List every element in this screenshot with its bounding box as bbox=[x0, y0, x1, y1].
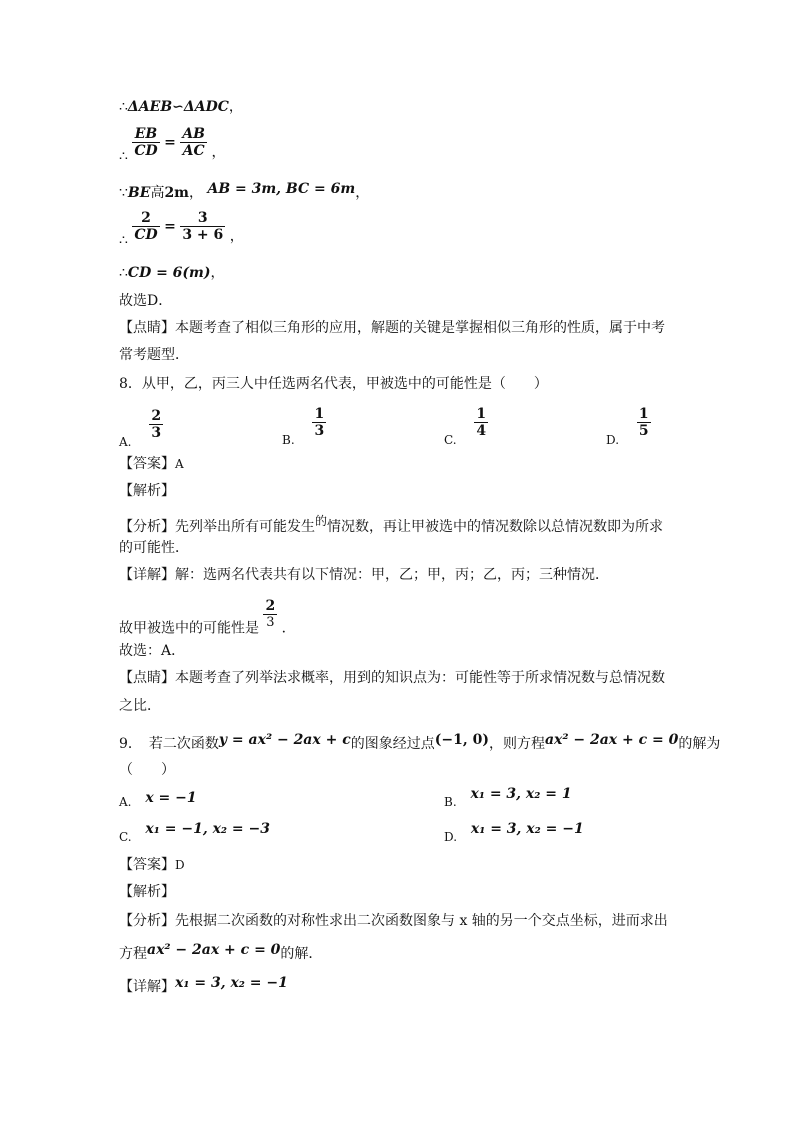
q9-option-d: D. x₁ = 3, x₂ = −1 bbox=[444, 821, 584, 844]
q8-detail: 【详解】解：选两名代表共有以下情况：甲，乙；甲，丙；乙，丙；三种情况． bbox=[119, 567, 609, 583]
q8-analysis-tag: 【解析】 bbox=[119, 483, 175, 499]
step-similar-triangles: ∴ΔAEB∽ΔADC， bbox=[119, 99, 243, 115]
q9-option-a: A. x = −1 bbox=[119, 790, 197, 809]
step-substitution: ∴ $\frac{2}{CD}$ = $\frac{3}{3 + 6}$ ， bbox=[119, 210, 244, 249]
q8-option-c: C. $\frac{1}{4}$ bbox=[444, 406, 487, 447]
q9-fenxi-2: 方程ax² − 2ax + c = 0的解． bbox=[119, 942, 323, 962]
step-result: ∴CD = 6(m)， bbox=[119, 265, 225, 281]
choose-d: 故选D． bbox=[119, 293, 173, 309]
q8-fenxi-2: 的可能性． bbox=[119, 540, 189, 556]
q9-analysis-tag: 【解析】 bbox=[119, 884, 175, 900]
q9-detail: 【详解】x₁ = 3, x₂ = −1 bbox=[119, 975, 288, 995]
q8-comment-1: 【点睛】本题考查了列举法求概率，用到的知识点为：可能性等于所求情况数与总情况数 bbox=[119, 670, 665, 686]
question-8-stem: 8．从甲，乙，丙三人中任选两名代表，甲被选中的可能性是（ ） bbox=[119, 376, 548, 392]
q8-answer: 【答案】A bbox=[119, 456, 184, 472]
q9-answer: 【答案】D bbox=[119, 857, 185, 873]
q8-fenxi: 【分析】先列举出所有可能发生的情况数，再让甲被选中的情况数除以总情况数即为所求 bbox=[119, 514, 664, 535]
math-similar: ΔAEB∽ΔADC bbox=[127, 99, 229, 115]
question-9-paren: （ ） bbox=[119, 762, 175, 778]
q8-option-d: D. $\frac{1}{5}$ bbox=[606, 406, 649, 447]
q8-conclusion: 故甲被选中的可能性是 $\frac{2}{3}$ ． bbox=[119, 598, 296, 637]
question-9-stem: 9． 若二次函数y = ax² − 2ax + c的图象经过点(−1, 0)，则方程ax² − 2ax + c = 0的解为 bbox=[119, 732, 721, 752]
fraction-eb-cd: $\frac{EB}{CD}$ bbox=[134, 126, 158, 159]
fraction-ab-ac: $\frac{AB}{AC}$ bbox=[182, 126, 206, 159]
q8-option-a: A. $\frac{2}{3}$ bbox=[119, 408, 162, 449]
step-given: ∵BE高2m， AB = 3m, BC = 6m， bbox=[119, 181, 370, 201]
q8-comment-2: 之比． bbox=[119, 698, 161, 714]
step-ratio: ∴ $\frac{EB}{CD}$ = $\frac{AB}{AC}$ ， bbox=[119, 126, 226, 165]
comment-line-2: 常考题型． bbox=[119, 347, 189, 363]
q8-choose: 故选：A． bbox=[119, 643, 186, 659]
comment-line-1: 【点睛】本题考查了相似三角形的应用，解题的关键是掌握相似三角形的性质，属于中考 bbox=[119, 320, 665, 336]
q9-option-b: B. x₁ = 3, x₂ = 1 bbox=[444, 786, 572, 809]
q8-option-b: B. $\frac{1}{3}$ bbox=[282, 406, 325, 447]
fraction-2-cd: $\frac{2}{CD}$ bbox=[134, 210, 158, 243]
fraction-3-9: $\frac{3}{3 + 6}$ bbox=[182, 210, 224, 243]
q9-fenxi-1: 【分析】先根据二次函数的对称性求出二次函数图象与 x 轴的另一个交点坐标，进而求出 bbox=[119, 913, 668, 929]
q9-option-c: C. x₁ = −1, x₂ = −3 bbox=[119, 821, 271, 844]
